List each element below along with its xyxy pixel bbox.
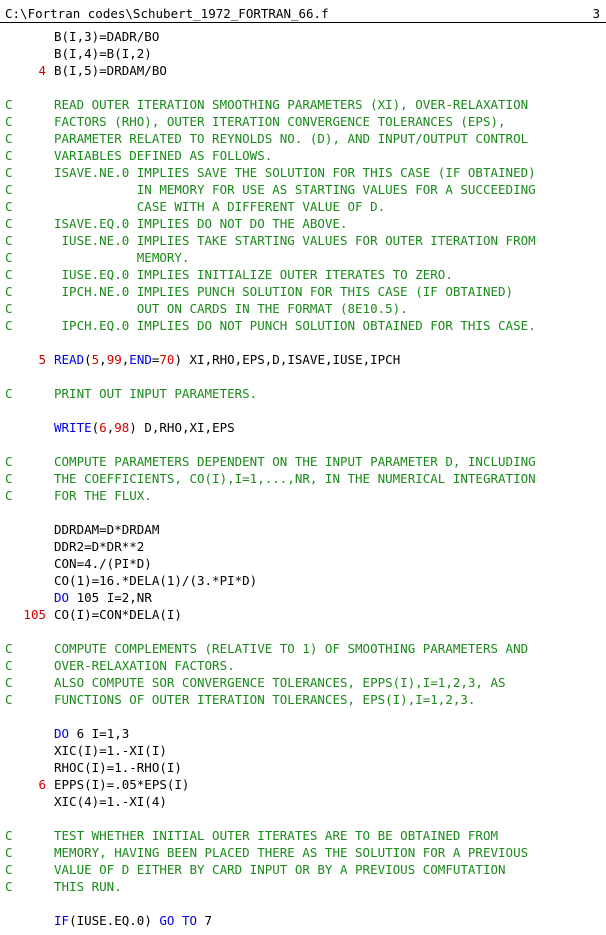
comment-line xyxy=(0,198,606,215)
comment-line xyxy=(0,691,606,708)
blank-line xyxy=(0,368,606,385)
statement-text: XIC(4)=1.-XI(4) xyxy=(54,794,167,809)
code-line xyxy=(0,759,606,776)
comment-text: FUNCTIONS OF OUTER ITERATION TOLERANCES, EPS(I),I=1,2,3. xyxy=(54,692,476,707)
comment-marker: C xyxy=(5,199,13,214)
comment-text: OVER-RELAXATION FACTORS. xyxy=(54,658,235,673)
blank-line xyxy=(0,895,606,912)
comment-marker: C xyxy=(5,182,13,197)
comment-line xyxy=(0,827,606,844)
code-token: 6 I=1,3 xyxy=(69,726,130,741)
code-line xyxy=(0,351,606,368)
comment-text: THIS RUN. xyxy=(54,879,122,894)
file-header xyxy=(0,0,606,20)
numeric-literal: 98 xyxy=(114,420,130,435)
numeric-literal: 70 xyxy=(159,352,175,367)
statement-label: 5 xyxy=(38,352,46,367)
code-token: ) D,RHO,XI,EPS xyxy=(129,420,235,435)
comment-line xyxy=(0,266,606,283)
code-line xyxy=(0,555,606,572)
comment-text: PARAMETER RELATED TO REYNOLDS NO. (D), AND INPUT/OUTPUT CONTROL xyxy=(54,131,529,146)
blank-line xyxy=(0,623,606,640)
comment-line xyxy=(0,130,606,147)
code-line xyxy=(0,776,606,793)
code-token: ( xyxy=(84,352,92,367)
comment-text: CASE WITH A DIFFERENT VALUE OF D. xyxy=(54,199,386,214)
statement-label: 6 xyxy=(38,777,46,792)
comment-text: ALSO COMPUTE SOR CONVERGENCE TOLERANCES, EPPS(I),I=1,2,3, AS xyxy=(54,675,506,690)
comment-line xyxy=(0,470,606,487)
code-line xyxy=(0,45,606,62)
comment-marker: C xyxy=(5,641,13,656)
comment-text: READ OUTER ITERATION SMOOTHING PARAMETERS (XI), OVER-RELAXATION xyxy=(54,97,529,112)
comment-marker: C xyxy=(5,488,13,503)
comment-text: OUT ON CARDS IN THE FORMAT (8E10.5). xyxy=(54,301,408,316)
comment-marker: C xyxy=(5,97,13,112)
statement-text: B(I,4)=B(I,2) xyxy=(54,46,152,61)
comment-line xyxy=(0,232,606,249)
statement-text: DDR2=D*DR**2 xyxy=(54,539,145,554)
blank-line xyxy=(0,334,606,351)
keyword: DO xyxy=(54,726,70,741)
comment-line xyxy=(0,453,606,470)
statement-text: B(I,5)=DRDAM/BO xyxy=(54,63,167,78)
comment-text: TEST WHETHER INITIAL OUTER ITERATES ARE TO BE OBTAINED FROM xyxy=(54,828,499,843)
code-line xyxy=(0,538,606,555)
comment-marker: C xyxy=(5,845,13,860)
code-token: 7 xyxy=(197,913,213,928)
comment-marker: C xyxy=(5,216,13,231)
code-token: ) XI,RHO,EPS,D,ISAVE,IUSE,IPCH xyxy=(174,352,401,367)
comment-text: MEMORY. xyxy=(54,250,190,265)
code-line xyxy=(0,521,606,538)
comment-marker: C xyxy=(5,692,13,707)
blank-line xyxy=(0,79,606,96)
comment-marker: C xyxy=(5,165,13,180)
comment-marker: C xyxy=(5,862,13,877)
comment-marker: C xyxy=(5,471,13,486)
comment-marker: C xyxy=(5,131,13,146)
comment-marker: C xyxy=(5,267,13,282)
code-token: (IUSE.EQ.0) xyxy=(69,913,160,928)
comment-text: MEMORY, HAVING BEEN PLACED THERE AS THE SOLUTION FOR A PREVIOUS xyxy=(54,845,529,860)
comment-text: IUSE.NE.0 IMPLIES TAKE STARTING VALUES FOR OUTER ITERATION FROM xyxy=(54,233,536,248)
comment-text: PRINT OUT INPUT PARAMETERS. xyxy=(54,386,258,401)
comment-text: IUSE.EQ.0 IMPLIES INITIALIZE OUTER ITERATES TO ZERO. xyxy=(54,267,453,282)
numeric-literal: 6 xyxy=(99,420,107,435)
comment-marker: C xyxy=(5,114,13,129)
comment-marker: C xyxy=(5,250,13,265)
statement-text xyxy=(54,912,212,929)
comment-marker: C xyxy=(5,318,13,333)
comment-marker: C xyxy=(5,284,13,299)
numeric-literal: 99 xyxy=(106,352,122,367)
keyword: READ xyxy=(54,352,85,367)
statement-text: CO(I)=CON*DELA(I) xyxy=(54,607,182,622)
statement-label: 105 xyxy=(23,607,46,622)
source-listing xyxy=(0,28,606,929)
comment-marker: C xyxy=(5,386,13,401)
comment-line xyxy=(0,878,606,895)
comment-text: THE COEFFICIENTS, CO(I),I=1,...,NR, IN THE NUMERICAL INTEGRATION xyxy=(54,471,536,486)
keyword: IF xyxy=(54,913,70,928)
comment-text: FOR THE FLUX. xyxy=(54,488,152,503)
comment-text: ISAVE.NE.0 IMPLIES SAVE THE SOLUTION FOR THIS CASE (IF OBTAINED) xyxy=(54,165,536,180)
comment-line xyxy=(0,96,606,113)
keyword: WRITE xyxy=(54,420,92,435)
statement-text xyxy=(54,419,235,436)
statement-text xyxy=(54,725,129,742)
code-line xyxy=(0,419,606,436)
comment-text: COMPUTE PARAMETERS DEPENDENT ON THE INPUT PARAMETER D, INCLUDING xyxy=(54,454,536,469)
comment-line xyxy=(0,385,606,402)
comment-text: IPCH.EQ.0 IMPLIES DO NOT PUNCH SOLUTION OBTAINED FOR THIS CASE. xyxy=(54,318,536,333)
comment-line xyxy=(0,640,606,657)
keyword: GO TO xyxy=(159,913,198,928)
comment-line xyxy=(0,844,606,861)
header-divider xyxy=(0,22,606,23)
keyword: END xyxy=(129,352,152,367)
comment-marker: C xyxy=(5,148,13,163)
code-line xyxy=(0,725,606,742)
code-token: , xyxy=(121,352,130,367)
code-token: = xyxy=(151,352,160,367)
code-token: , xyxy=(106,420,115,435)
comment-line xyxy=(0,861,606,878)
numeric-literal: 5 xyxy=(91,352,100,367)
comment-line xyxy=(0,147,606,164)
code-line xyxy=(0,606,606,623)
comment-text: ISAVE.EQ.0 IMPLIES DO NOT DO THE ABOVE. xyxy=(54,216,348,231)
statement-text: CON=4./(PI*D) xyxy=(54,556,152,571)
statement-text xyxy=(54,589,152,606)
code-token: ( xyxy=(91,420,100,435)
code-token: 105 I=2,NR xyxy=(69,590,152,605)
blank-line xyxy=(0,402,606,419)
code-line xyxy=(0,589,606,606)
code-line xyxy=(0,742,606,759)
comment-marker: C xyxy=(5,675,13,690)
comment-marker: C xyxy=(5,233,13,248)
code-line xyxy=(0,28,606,45)
comment-line xyxy=(0,657,606,674)
blank-line xyxy=(0,504,606,521)
comment-line xyxy=(0,300,606,317)
keyword: DO xyxy=(54,590,70,605)
comment-text: VALUE OF D EITHER BY CARD INPUT OR BY A PREVIOUS COMFUTATION xyxy=(54,862,506,877)
comment-marker: C xyxy=(5,879,13,894)
comment-line xyxy=(0,249,606,266)
comment-text: IPCH.NE.0 IMPLIES PUNCH SOLUTION FOR THIS CASE (IF OBTAINED) xyxy=(54,284,514,299)
comment-line xyxy=(0,487,606,504)
statement-text: B(I,3)=DADR/BO xyxy=(54,29,160,44)
blank-line xyxy=(0,708,606,725)
comment-line xyxy=(0,113,606,130)
blank-line xyxy=(0,436,606,453)
comment-text: FACTORS (RHO), OUTER ITERATION CONVERGENCE TOLERANCES (EPS), xyxy=(54,114,506,129)
comment-text: COMPUTE COMPLEMENTS (RELATIVE TO 1) OF SMOOTHING PARAMETERS AND xyxy=(54,641,529,656)
comment-line xyxy=(0,215,606,232)
code-line xyxy=(0,572,606,589)
file-path: C:\Fortran codes\Schubert_1972_FORTRAN_66.f xyxy=(5,6,329,21)
code-token: , xyxy=(99,352,107,367)
comment-line xyxy=(0,181,606,198)
comment-line xyxy=(0,674,606,691)
comment-marker: C xyxy=(5,658,13,673)
statement-text xyxy=(54,351,400,368)
statement-text: EPPS(I)=.05*EPS(I) xyxy=(54,777,190,792)
statement-text: CO(1)=16.*DELA(1)/(3.*PI*D) xyxy=(54,573,258,588)
statement-text: XIC(I)=1.-XI(I) xyxy=(54,743,167,758)
statement-text: DDRDAM=D*DRDAM xyxy=(54,522,160,537)
comment-text: IN MEMORY FOR USE AS STARTING VALUES FOR A SUCCEEDING xyxy=(54,182,536,197)
code-line xyxy=(0,62,606,79)
code-line xyxy=(0,912,606,929)
comment-line xyxy=(0,164,606,181)
comment-marker: C xyxy=(5,828,13,843)
statement-label: 4 xyxy=(38,63,46,78)
comment-line xyxy=(0,283,606,300)
comment-line xyxy=(0,317,606,334)
code-line xyxy=(0,793,606,810)
comment-marker: C xyxy=(5,301,13,316)
comment-marker: C xyxy=(5,454,13,469)
statement-text: RHOC(I)=1.-RHO(I) xyxy=(54,760,182,775)
comment-text: VARIABLES DEFINED AS FOLLOWS. xyxy=(54,148,273,163)
page-number: 3 xyxy=(592,6,600,21)
blank-line xyxy=(0,810,606,827)
